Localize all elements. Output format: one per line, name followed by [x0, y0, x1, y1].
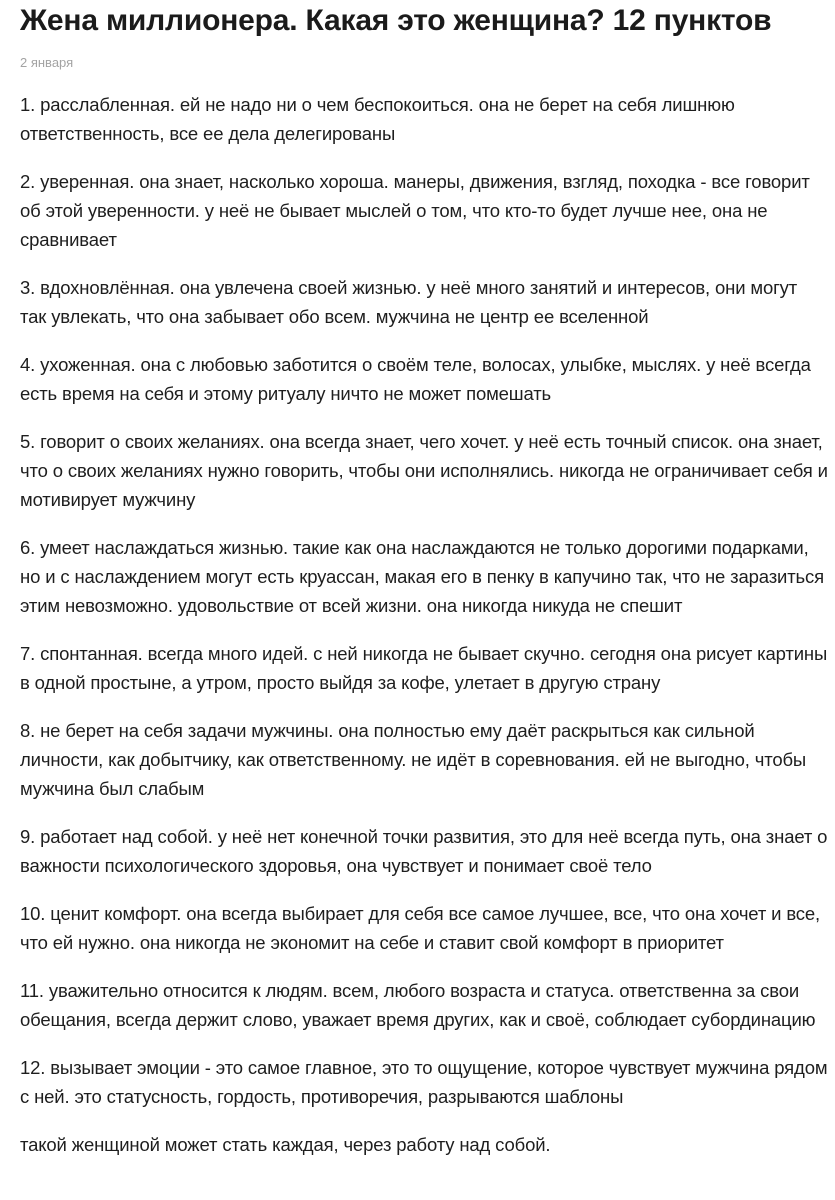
paragraph-7: 7. спонтанная. всегда много идей. с ней никогда не бывает скучно. сегодня она рисует картины в одной простыне, а утром, просто выйдя за кофе, улетает в другую страну	[20, 643, 828, 693]
paragraph-12: 12. вызывает эмоции - это самое главное, это то ощущение, которое чувствует мужчина рядом с ней. это статусность, гордость, противоречия, разрываются шаблоны	[20, 1057, 828, 1107]
paragraph-10: 10. ценит комфорт. она всегда выбирает для себя все самое лучшее, все, что она хочет и все, что ей нужно. она никогда не экономит на себе и ставит свой комфорт в приоритет	[20, 903, 821, 953]
article-body	[20, 90, 828, 1159]
paragraph-9: 9. работает над собой. у неё нет конечной точки развития, это для неё всегда путь, она знает о важности психологического здоровья, она чувствует и понимает своё тело	[20, 826, 828, 876]
paragraph-8: 8. не берет на себя задачи мужчины. она полностью ему даёт раскрыться как сильной личности, как добытчику, как ответственному. не идёт в соревнования. ей не выгодно, чтобы мужчина был слабым	[20, 720, 807, 799]
paragraph-4: 4. ухоженная. она с любовью заботится о своём теле, волосах, улыбке, мыслях. у неё всегда есть время на себя и этому ритуалу ничто не может помешать	[20, 354, 811, 404]
publish-date: 2 января	[20, 55, 74, 70]
paragraph-1: 1. расслабленная. ей не надо ни о чем беспокоиться. она не берет на себя лишнюю ответственность, все ее дела делегированы	[20, 94, 735, 144]
closing-paragraph: такой женщиной может стать каждая, через работу над собой.	[20, 1134, 551, 1155]
article	[20, 0, 828, 1178]
article-title: Жена миллионера. Какая это женщина? 12 пунктов	[20, 4, 772, 37]
paragraph-3: 3. вдохновлённая. она увлечена своей жизнью. у неё много занятий и интересов, они могут так увлекать, что она забывает обо всем. мужчина не центр ее вселенной	[20, 277, 798, 327]
paragraph-5: 5. говорит о своих желаниях. она всегда знает, чего хочет. у неё есть точный список. она знает, что о своих желаниях нужно говорить, чтобы они исполнялись. никогда не ограничивает себя и мотивирует мужчину	[20, 431, 828, 510]
paragraph-6: 6. умеет наслаждаться жизнью. такие как она наслаждаются не только дорогими подарками, но и с наслаждением могут есть круассан, макая его в пенку в капучино так, что не заразиться этим невозможно. удовольствие от всей жизни. она никогда никуда не спешит	[20, 537, 824, 616]
paragraph-2: 2. уверенная. она знает, насколько хороша. манеры, движения, взгляд, походка - все говорит об этой уверенности. у неё не бывает мыслей о том, что кто-то будет лучше нее, она не сравнивает	[20, 171, 810, 250]
paragraph-11: 11. уважительно относится к людям. всем, любого возраста и статуса. ответственна за свои обещания, всегда держит слово, уважает время других, как и своё, соблюдает субординацию	[20, 980, 816, 1030]
